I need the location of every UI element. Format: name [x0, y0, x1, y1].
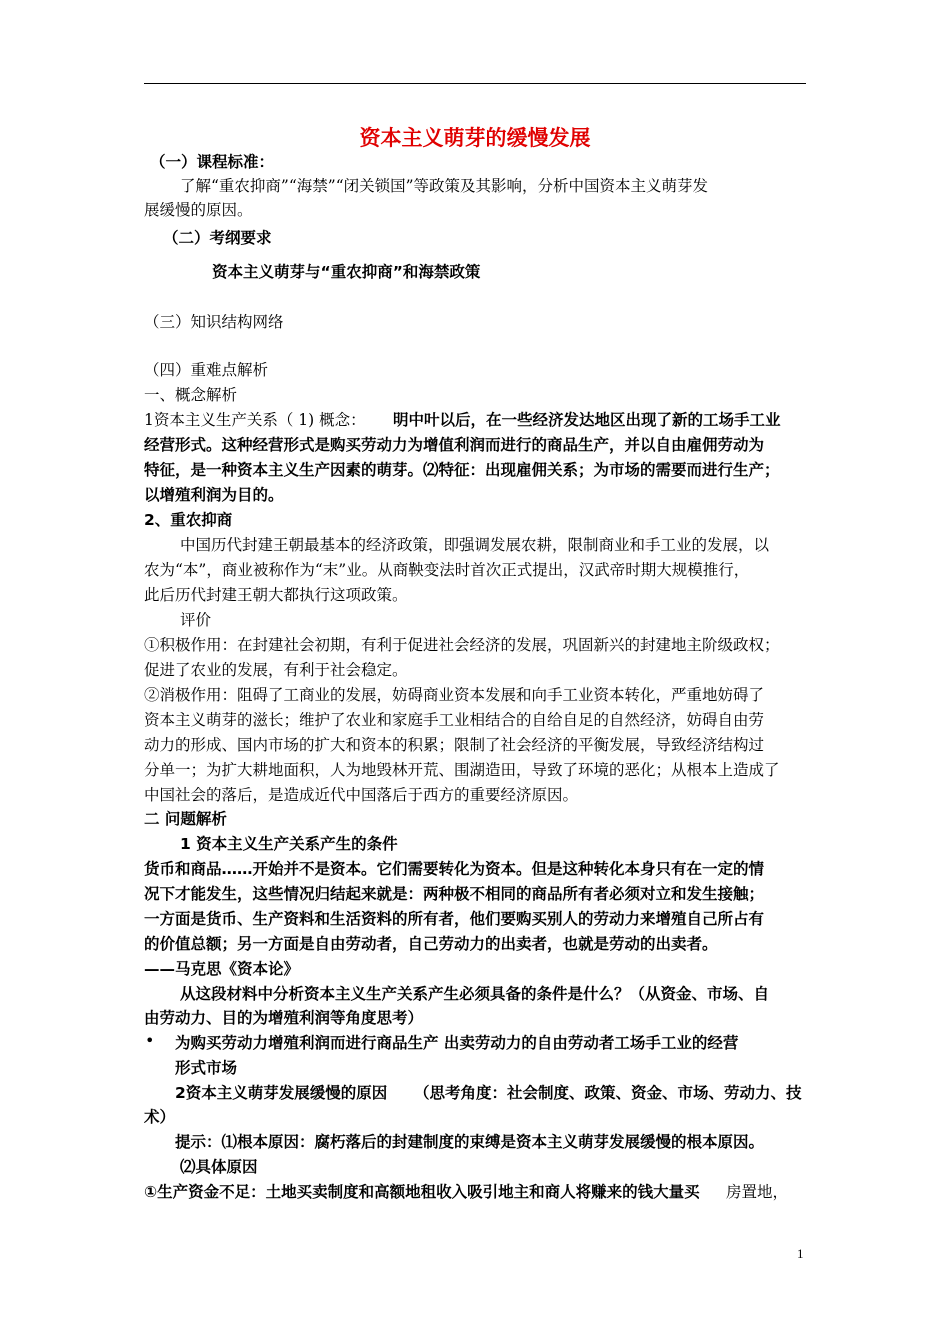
section-2-heading: （二）考纲要求	[163, 229, 272, 247]
body-line: 中国社会的落后，是造成近代中国落后于西方的重要经济原因。	[144, 786, 579, 804]
page-title: 资本主义萌芽的缓慢发展	[359, 126, 591, 150]
quote-line: 货币和商品……开始并不是资本。它们需要转化为资本。但是这种转化本身只有在一定的情	[144, 860, 765, 878]
body-line: 资本主义萌芽的滋长；维护了农业和家庭手工业相结合的自给自足的自然经济，妨碍自由劳	[144, 711, 765, 729]
body-line: ②消极作用：阻碍了工商业的发展，妨碍商业资本发展和向手工业资本转化，严重地妨碍了	[144, 686, 765, 704]
quote-line: 况下才能发生，这些情况归结起来就是：两种极不相同的商品所有者必须对立和发生接触；	[144, 885, 765, 903]
hint-line: ①生产资金不足：土地买卖制度和高额地租收入吸引地主和商人将赚来的钱大量买	[144, 1183, 700, 1201]
answer-line: 形式市场	[175, 1059, 238, 1077]
body-line: 农为“本”，商业被称作为“末”业。从商鞅变法时首次正式提出，汉武帝时期大规模推行，	[144, 561, 750, 579]
concept-label: 1资本主义生产关系（ 1) 概念：	[144, 411, 366, 429]
section-4-heading: （四）重难点解析	[144, 361, 269, 379]
body-line: 经营形式。这种经营形式是购买劳动力为增值利润而进行的商品生产，并以自由雇佣劳动为	[144, 436, 765, 454]
body-line: 促进了农业的发展，有利于社会稳定。	[144, 661, 408, 679]
section-3-heading: （三）知识结构网络	[144, 313, 284, 331]
body-line: 了解“重农抑商”“海禁”“闭关锁国”等政策及其影响，分析中国资本主义萌芽发	[180, 177, 709, 195]
body-line: 展缓慢的原因。	[144, 201, 253, 219]
hint-line: 提示：⑴根本原因：腐朽落后的封建制度的束缚是资本主义萌芽发展缓慢的根本原因。	[175, 1133, 765, 1151]
page-number: 1	[797, 1246, 804, 1261]
body-line: 分单一；为扩大耕地面积，人为地毁林开荒、围湖造田，导致了环境的恶化；从根本上造成了	[144, 761, 780, 779]
body-line: 评价	[180, 611, 212, 629]
hint-line-tail: 房置地，	[726, 1183, 789, 1201]
hint-line: ⑵具体原因	[180, 1158, 258, 1176]
subsection-heading: 一、概念解析	[144, 386, 238, 404]
body-line: 明中叶以后，在一些经济发达地区出现了新的工场手工业	[393, 411, 781, 429]
question-line: 从这段材料中分析资本主义生产关系产生必须具备的条件是什么？（从资金、市场、自	[180, 985, 770, 1003]
body-line: 中国历代封建王朝最基本的经济政策，即强调发展农耕，限制商业和手工业的发展，以	[180, 536, 770, 554]
section-1-heading: （一）课程标准：	[150, 153, 275, 171]
body-line: （思考角度：社会制度、政策、资金、市场、劳动力、技	[414, 1084, 802, 1102]
body-line: 术）	[144, 1108, 176, 1126]
subsection-heading: 2、重农抑商	[144, 511, 233, 529]
body-line: 以增殖利润为目的。	[144, 486, 284, 504]
quote-line: 的价值总额；另一方面是自由劳动者，自己劳动力的出卖者，也就是劳动的出卖者。	[144, 935, 718, 953]
body-line: 特征，是一种资本主义生产因素的萌芽。⑵特征：出现雇佣关系；为市场的需要而进行生产；	[144, 461, 780, 479]
body-line: 此后历代封建王朝大都执行这项政策。	[144, 586, 408, 604]
bullet-icon: •	[145, 1031, 155, 1050]
quote-line: 一方面是货币、生产资料和生活资料的所有者，他们要购买别人的劳动力来增殖自己所占有	[144, 910, 765, 928]
subsection-heading: 二 问题解析	[144, 810, 227, 828]
answer-line: 为购买劳动力增殖利润而进行商品生产 出卖劳动力的自由劳动者工场手工业的经营	[175, 1034, 739, 1052]
subsection-heading: 1 资本主义生产关系产生的条件	[180, 835, 398, 853]
exam-requirement: 资本主义萌芽与“重农抑商”和海禁政策	[212, 263, 481, 281]
question-line: 由劳动力、目的为增殖利润等角度思考）	[144, 1009, 424, 1027]
body-line: 动力的形成、国内市场的扩大和资本的积累；限制了社会经济的平衡发展，导致经济结构过	[144, 736, 765, 754]
subsection-heading: 2资本主义萌芽发展缓慢的原因	[175, 1084, 388, 1102]
header-rule	[144, 83, 806, 84]
quote-attribution: ——马克思《资本论》	[144, 960, 300, 978]
body-line: ①积极作用：在封建社会初期，有利于促进社会经济的发展，巩固新兴的封建地主阶级政权；	[144, 636, 780, 654]
